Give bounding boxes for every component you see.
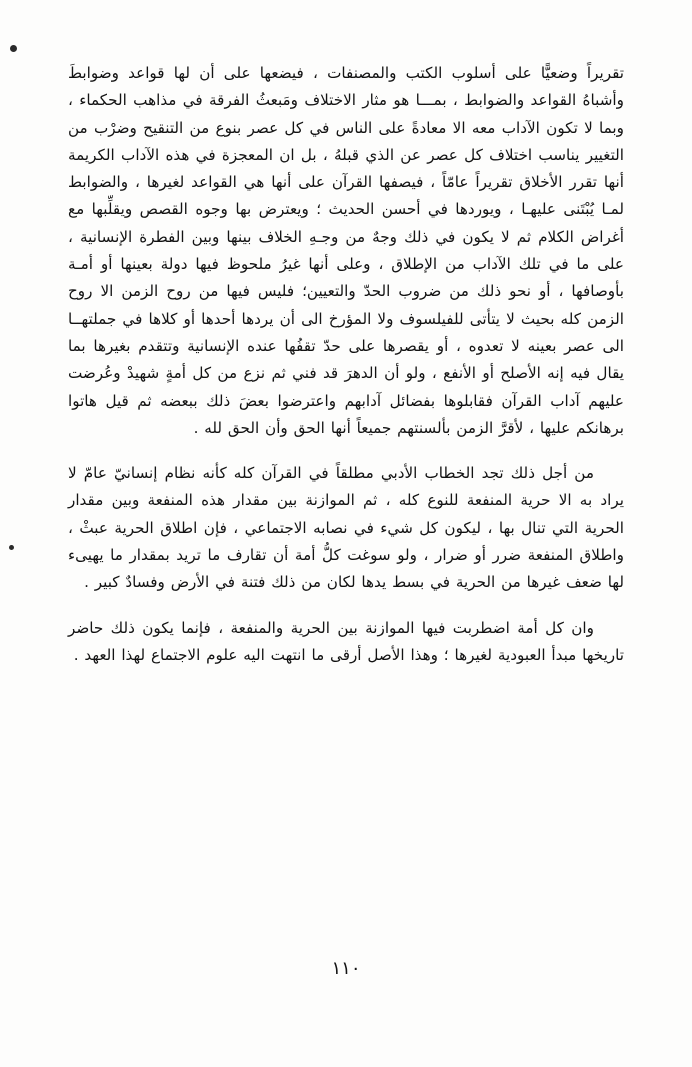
paragraph-1: تقريراً وضعيًّا على أسلوب الكتب والمصنفات ، فيضعها على أن لها قواعد وضوابطَ وأشباهُ القواعد والضوابط ، بمـــا هو مثار الاختلاف ومَبعثُ الفرقة في مذاهب الحكماء ، وبما لا تكون الآداب معه الا معادةً على الناس في كل عصر بنوع من التنقيح وضرْب من التغيير يناسب اختلاف كل عصر عن الذي قبلهُ ، بل ان المعجزة في هذه الآداب الكريمة أنها تقرر الأخلاق تقريراً عامّاً ، فيصفها القرآن على أنها هي القواعد لغيرها ، والضوابط لمـا يُبْتَنى عليهـا ، ويوردها في أحسن الحديث ؛ ويعترض بها وجوه القصص ويقلِّبها مع أغراض الكلام ثم لا يكون في ذلك وجهٌ من وجـهِ الخلاف بينها وبين الفطرة الإنسانية ، على ما في تلك الآداب من الإطلاق ، وعلى أنها غيرُ ملحوظ فيها دولة بعينها أو أمـة بأوصافها ، أو نحو ذلك من ضروب الحدّ والتعيين؛ فليس فيها من روح الزمن الا روح الزمن كله بحيث لا يتأتى للفيلسوف ولا المؤرخ الى أن يردها أحدها أو كلاها في جملتهــا الى عصر بعينه لا تعدوه ، أو يقصرها على حدّ تقفُها عنده الإنسانية وتتقدم بغيرها بما يقال فيه إنه الأصلح أو الأنفع ، ولو أن الدهرَ قد فني ثم نزع من كل أمةٍ شهيدْ وعُرضت عليهم آداب القرآن فقابلوها بفضائل آدابهم واعترضوا بعضَ ذلك ببعضه ثم قيل هاتوا برهانكم عليها ، لأقرَّ الزمن بألسنتهم جميعاً أنها الحق وأن الحق لله . <box>68 64 624 437</box>
page-number: ١١٠ <box>331 958 361 979</box>
paragraph-3: وان كل أمة اضطربت فيها الموازنة بين الحرية والمنفعة ، فإنما يكون ذلك حاضر تاريخها مبدأ العبودية لغيرها ؛ وهذا الأصل أرقى ما انتهت اليه علوم الاجتماع لهذا العهد . <box>68 618 624 664</box>
margin-mark-middle-icon <box>9 545 14 550</box>
paragraph-2: من أجل ذلك تجد الخطاب الأدبي مطلقاً في القرآن كله كأنه نظام إنسانيّ عامّ لا يراد به الا حرية المنفعة للنوع كله ، ثم الموازنة بين مقدار هذه المنفعة وبين مقدار الحرية التي تنال بها ، ليكون كل شيء في نصابه الاجتماعي ، فإن اطلاق الحرية عبثْ ، واطلاق المنفعة ضرر أو ضرار ، ولو سوغت كلُّ أمة أن تقارف ما تريد بمقدار ما يهيىء لها ضعف غيرها من الحرية في بسط يدها لكان من ذلك فتنة في الأرض وفسادٌ كبير . <box>68 464 624 592</box>
body-text-column <box>68 60 624 669</box>
margin-mark-top-icon <box>10 45 17 52</box>
